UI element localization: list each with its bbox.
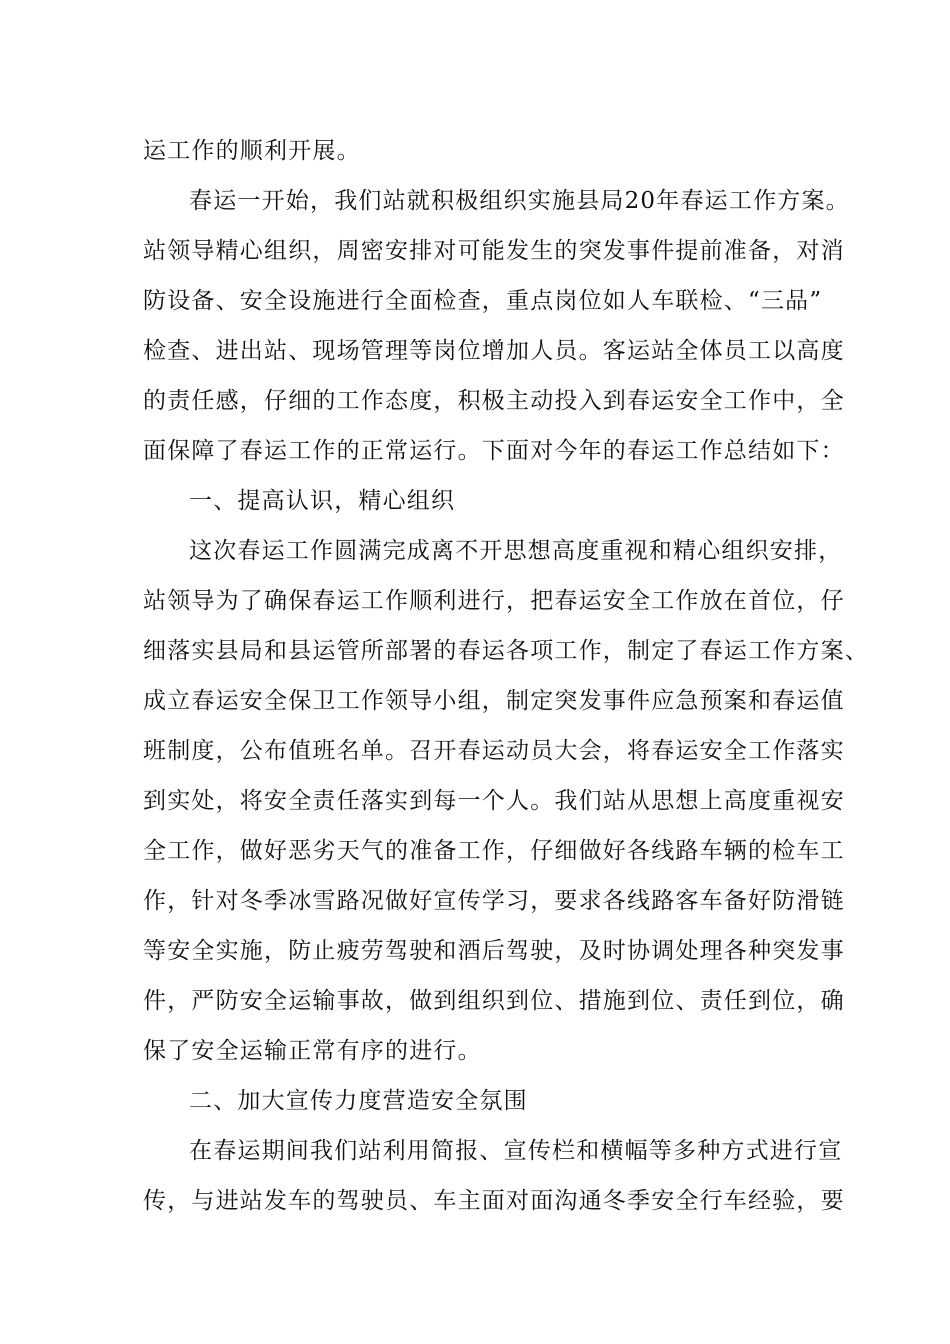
- text-line: 成立春运安全保卫工作领导小组，制定突发事件应急预案和春运值: [143, 688, 845, 714]
- text-line: 到实处，将安全责任落实到每一个人。我们站从思想上高度重视安: [143, 788, 845, 814]
- paragraph-start: 在春运期间我们站利用简报、宣传栏和横幅等多种方式进行宣: [189, 1138, 843, 1164]
- text-line: 保了安全运输正常有序的进行。: [143, 1038, 482, 1064]
- text-line: 细落实县局和县运管所部署的春运各项工作，制定了春运工作方案、: [143, 638, 869, 664]
- text-line: 等安全实施，防止疲劳驾驶和酒后驾驶，及时协调处理各种突发事: [143, 938, 845, 964]
- text-line: 面保障了春运工作的正常运行。下面对今年的春运工作总结如下：: [143, 438, 845, 464]
- text-line: 作，针对冬季冰雪路况做好宣传学习，要求各线路客车备好防滑链: [143, 888, 845, 914]
- text-line: 班制度，公布值班名单。召开春运动员大会，将春运安全工作落实: [143, 738, 845, 764]
- text-line: 站领导精心组织，周密安排对可能发生的突发事件提前准备，对消: [143, 238, 845, 264]
- text-line: 运工作的顺利开展。: [143, 138, 361, 164]
- text-line: 全工作，做好恶劣天气的准备工作，仔细做好各线路车辆的检车工: [143, 838, 845, 864]
- paragraph-start: 这次春运工作圆满完成离不开思想高度重视和精心组织安排，: [189, 538, 843, 564]
- text-line: 防设备、安全设施进行全面检查，重点岗位如人车联检、“三品”: [143, 288, 823, 314]
- paragraph-start: 春运一开始，我们站就积极组织实施县局20年春运工作方案。: [189, 188, 850, 214]
- text-line: 的责任感，仔细的工作态度，积极主动投入到春运安全工作中，全: [143, 388, 845, 414]
- text-line: 检查、进出站、现场管理等岗位增加人员。客运站全体员工以高度: [143, 338, 845, 364]
- text-line: 件，严防安全运输事故，做到组织到位、措施到位、责任到位，确: [143, 988, 845, 1014]
- text-line: 传，与进站发车的驾驶员、车主面对面沟通冬季安全行车经验，要: [143, 1188, 845, 1214]
- section-heading: 二、加大宣传力度营造安全氛围: [189, 1088, 528, 1114]
- section-heading: 一、提高认识，精心组织: [189, 488, 456, 514]
- text-line: 站领导为了确保春运工作顺利进行，把春运安全工作放在首位，仔: [143, 588, 845, 614]
